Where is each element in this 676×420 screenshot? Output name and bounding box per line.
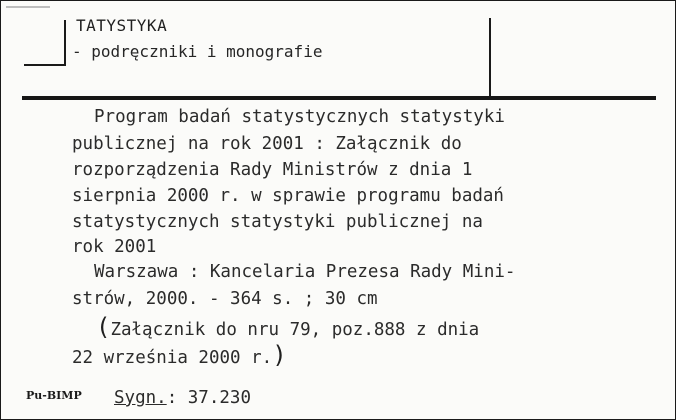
- note-text-2: 22 września 2000 r.: [72, 348, 273, 368]
- imprint-line-1: Warszawa : Kancelaria Prezesa Rady Mini-: [94, 262, 516, 282]
- title-line-4: sierpnia 2000 r. w sprawie programu badań: [72, 186, 504, 206]
- subject-heading-title: TATYSTYKA: [76, 16, 168, 35]
- subject-heading-subtitle: - podręczniki i monografie: [72, 42, 323, 61]
- imprint-line-2: strów, 2000. - 364 s. ; 30 cm: [72, 289, 378, 309]
- call-number: Sygn.: 37.230: [114, 388, 251, 408]
- note-text-1: Załącznik do nru 79, poz.888 z dnia: [110, 320, 480, 340]
- library-code-stamp: Pu-BIMP: [26, 389, 82, 402]
- note-line-1: [96, 313, 480, 341]
- title-line-2: publicznej na rok 2001 : Załącznik do: [72, 134, 462, 154]
- title-line-5: statystycznych statystyki publicznej na: [72, 212, 483, 232]
- call-number-label: Sygn.: [114, 388, 167, 408]
- subject-bracket: [24, 20, 66, 66]
- title-line-6: rok 2001: [72, 237, 157, 257]
- call-number-value: 37.230: [187, 388, 251, 408]
- title-line-1: Program badań statystycznych statystyki: [94, 107, 505, 127]
- title-line-3: rozporządzenia Rady Ministrów z dnia 1: [72, 160, 473, 180]
- heading-divider: [489, 18, 491, 96]
- corner-mark: [6, 6, 50, 8]
- note-close-paren: ): [272, 341, 287, 369]
- note-line-2: [72, 341, 287, 369]
- heading-separator-rule: [22, 96, 656, 100]
- note-open-paren: (: [96, 313, 111, 341]
